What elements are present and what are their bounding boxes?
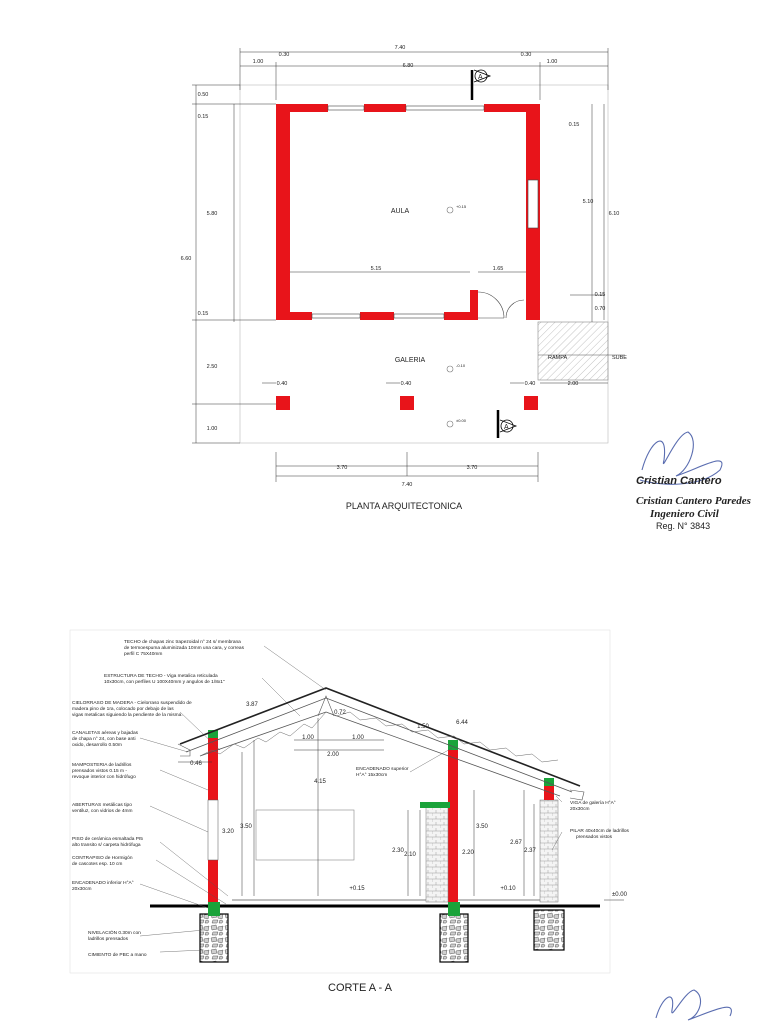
dim-left-580: 5.80 bbox=[206, 211, 218, 217]
level-marker-icon bbox=[447, 366, 453, 372]
note-techo-2: de termoespuma aluminizada 10mm una cara, y correas bbox=[124, 646, 244, 651]
signature-name: Cristian Cantero bbox=[636, 475, 722, 487]
level-interior: +0.15 bbox=[349, 886, 365, 892]
dim-bottom-370-left: 3.70 bbox=[336, 465, 348, 471]
plan-dimension-lines bbox=[192, 48, 608, 482]
gutter-right bbox=[570, 790, 584, 800]
wall-top-1 bbox=[276, 104, 328, 112]
dim-100-a: 1.00 bbox=[302, 735, 314, 741]
note-canaletas-3: oxido, desarrollo 0.50m bbox=[72, 743, 122, 748]
wall-top-2 bbox=[364, 104, 406, 112]
chain-beam-left bbox=[208, 902, 220, 916]
floor-plan bbox=[181, 45, 628, 511]
dim-046: 0.46 bbox=[190, 761, 202, 767]
note-mamposteria-2: prensados vistos 0.15 m - bbox=[72, 769, 127, 774]
section-dimension-labels bbox=[190, 702, 627, 898]
note-cielorraso-3: vigas metalicas siguiendo la pendiente de la misma. bbox=[72, 713, 183, 718]
dim-230: 2.30 bbox=[392, 848, 404, 854]
note-piso-1: PISO de cerámica esmaltada PI5 bbox=[72, 837, 143, 842]
plan-title: PLANTA ARQUITECTONICA bbox=[345, 501, 463, 511]
dim-right-610: 6.10 bbox=[608, 211, 620, 217]
wall-bottom-2 bbox=[360, 312, 394, 320]
dim-left-050: 0.50 bbox=[197, 92, 209, 98]
dim-left-015-bottom: 0.15 bbox=[197, 311, 209, 317]
note-cielorraso-2: madera pino de 1ra, colocado por debajo de las bbox=[72, 707, 174, 712]
dim-387: 3.87 bbox=[246, 702, 258, 708]
signature-scrawl-bottom bbox=[656, 990, 731, 1020]
dim-wall-right: 0.30 bbox=[520, 52, 532, 58]
dim-col-040-b: 0.40 bbox=[400, 381, 412, 387]
note-estructura-2: 10x30cm, con perfiles U 100X40mm y angulos de 1/8x1" bbox=[104, 680, 225, 685]
plan-windows bbox=[312, 106, 538, 318]
dim-wall-left: 0.30 bbox=[278, 52, 290, 58]
ramp-up-label: SUBE bbox=[612, 355, 627, 361]
level-galeria: -0.10 bbox=[456, 363, 466, 368]
signature-block bbox=[636, 432, 751, 531]
note-cielorraso-1: CIELORRASO DE MADERA - Cielorraso suspendido de bbox=[72, 701, 192, 706]
dim-644: 6.44 bbox=[456, 720, 468, 726]
note-cimiento: CIMIENTO de PBC a mano bbox=[88, 953, 147, 958]
gutter-left bbox=[178, 744, 190, 756]
foundation-mid bbox=[440, 914, 468, 962]
section-mark-bottom bbox=[498, 410, 516, 438]
column-1 bbox=[276, 396, 290, 410]
wall-stub bbox=[470, 290, 478, 320]
dim-left-100: 1.00 bbox=[206, 426, 218, 432]
note-techo-3: perfil C 75X40mm bbox=[124, 652, 163, 657]
level-gallery: +0.10 bbox=[500, 886, 516, 892]
dim-267: 2.67 bbox=[510, 840, 522, 846]
window-left-section bbox=[208, 800, 218, 860]
ramp-label: RAMPA bbox=[548, 355, 568, 361]
note-estructura-1: ESTRUCTURA DE TECHO - Viga metalica reticulada bbox=[104, 674, 218, 679]
section-mark-label: A bbox=[478, 74, 483, 81]
room-galeria: GALERIA bbox=[394, 357, 426, 364]
level-exterior-section: ±0.00 bbox=[612, 892, 627, 898]
dim-inner-515: 5.15 bbox=[370, 266, 382, 272]
dim-100-b: 1.00 bbox=[352, 735, 364, 741]
level-exterior: ±0.00 bbox=[456, 418, 466, 423]
foundation-right bbox=[534, 910, 564, 950]
ramp bbox=[538, 322, 608, 380]
note-canaletas-2: de chapa n° 24, con base anti bbox=[72, 737, 136, 742]
gallery-pillar bbox=[540, 800, 558, 902]
signature-line2: Ingeniero Civil bbox=[650, 508, 719, 520]
note-aberturas-2: ventiluz, con vidrios de 4mm bbox=[72, 809, 133, 814]
wall-mid-section bbox=[448, 750, 458, 902]
dim-inner-width: 6.80 bbox=[402, 63, 414, 69]
room-aula: AULA bbox=[390, 208, 410, 215]
dim-210: 2.10 bbox=[404, 852, 416, 858]
dim-total-bottom: 7.40 bbox=[401, 482, 413, 488]
note-encadenado-sup-2: H°A° 15x30cm bbox=[356, 773, 388, 778]
dim-237: 2.37 bbox=[524, 848, 536, 854]
dim-right-070: 0.70 bbox=[594, 306, 606, 312]
blackboard-outline bbox=[256, 810, 354, 860]
note-viga-galeria-1: VIGA de galería H°A° bbox=[570, 801, 616, 806]
note-nivelacion-2: ladrillos prensados bbox=[88, 937, 128, 942]
dim-ramp-200: 2.00 bbox=[567, 381, 579, 387]
level-marker-icon bbox=[447, 207, 453, 213]
note-piso-2: alto transito s/ carpeta hidrófuga bbox=[72, 843, 141, 848]
signature-line1: Cristian Cantero Paredes bbox=[636, 495, 751, 507]
wall-left bbox=[276, 104, 290, 320]
dim-left-660: 6.60 bbox=[180, 256, 192, 262]
dim-overhang-left: 1.00 bbox=[252, 59, 264, 65]
section-drawing bbox=[70, 630, 630, 994]
note-encadenado-inf-1: ENCADENADO inferior H°A° bbox=[72, 881, 134, 886]
note-mamposteria-1: MAMPOSTERIA de ladrillos bbox=[72, 763, 132, 768]
column-3 bbox=[524, 396, 538, 410]
note-encadenado-sup-1: ENCADENADO superior bbox=[356, 767, 409, 772]
dim-150: 1.50 bbox=[417, 724, 429, 730]
dim-right-510: 5.10 bbox=[582, 199, 594, 205]
note-encadenado-inf-2: 20x30cm bbox=[72, 887, 92, 892]
note-aberturas-1: ABERTURAS metálicas tipo bbox=[72, 803, 132, 808]
interior-wall bbox=[426, 806, 448, 902]
wall-bottom-1 bbox=[276, 312, 312, 320]
dim-inner-165: 1.65 bbox=[492, 266, 504, 272]
dim-320: 3.20 bbox=[222, 829, 234, 835]
note-contrapiso-1: CONTRAPISO de Hormigón bbox=[72, 856, 133, 861]
note-pilar-2: prensados vistos bbox=[576, 835, 612, 840]
section-mark-label: A bbox=[504, 424, 509, 431]
dim-right-015-bottom: 0.15 bbox=[594, 292, 606, 298]
dim-overhang-right: 1.00 bbox=[546, 59, 558, 65]
column-2 bbox=[400, 396, 414, 410]
note-techo-1: TECHO de chapas zinc trapezoidal n° 24 s/ membrana bbox=[124, 640, 241, 645]
dim-col-040-a: 0.40 bbox=[276, 381, 288, 387]
note-canaletas-1: CANALETAS aéreas y bajadas bbox=[72, 731, 139, 736]
ridge-cap bbox=[318, 696, 334, 716]
note-nivelacion-1: NIVELACIÓN 0.30m con bbox=[88, 931, 141, 936]
dim-left-250: 2.50 bbox=[206, 364, 218, 370]
dim-col-040-c: 0.40 bbox=[524, 381, 536, 387]
dim-072: 0.72 bbox=[334, 710, 346, 716]
wall-top-3 bbox=[484, 104, 540, 112]
level-marker-icon bbox=[447, 421, 453, 427]
dim-350-a: 3.50 bbox=[240, 824, 252, 830]
dim-350-b: 3.50 bbox=[476, 824, 488, 830]
dim-left-015-top: 0.15 bbox=[197, 114, 209, 120]
door-lintel bbox=[420, 802, 450, 808]
dim-total-top: 7.40 bbox=[394, 45, 406, 51]
section-title: CORTE A - A bbox=[328, 982, 392, 994]
dim-200: 2.00 bbox=[327, 752, 339, 758]
level-aula: +0.15 bbox=[456, 204, 467, 209]
note-mamposteria-3: revoque interior con hidrófugo bbox=[72, 775, 136, 780]
note-pilar-1: PILAR 40x40cm de ladrillos bbox=[570, 829, 629, 834]
note-contrapiso-2: de cascotes esp. 10 cm bbox=[72, 862, 123, 867]
dim-bottom-370-right: 3.70 bbox=[466, 465, 478, 471]
door-swing bbox=[478, 292, 504, 318]
chain-beam-mid bbox=[448, 902, 460, 916]
dim-415: 4.15 bbox=[314, 779, 326, 785]
signature-reg: Reg. N° 3843 bbox=[656, 521, 711, 531]
foundation-left bbox=[200, 914, 228, 962]
note-viga-galeria-2: 20x30cm bbox=[570, 807, 590, 812]
door-swing-2 bbox=[506, 300, 524, 318]
plan-boundary bbox=[240, 85, 608, 443]
dim-right-015-top: 0.15 bbox=[568, 122, 580, 128]
dim-220: 2.20 bbox=[462, 850, 474, 856]
